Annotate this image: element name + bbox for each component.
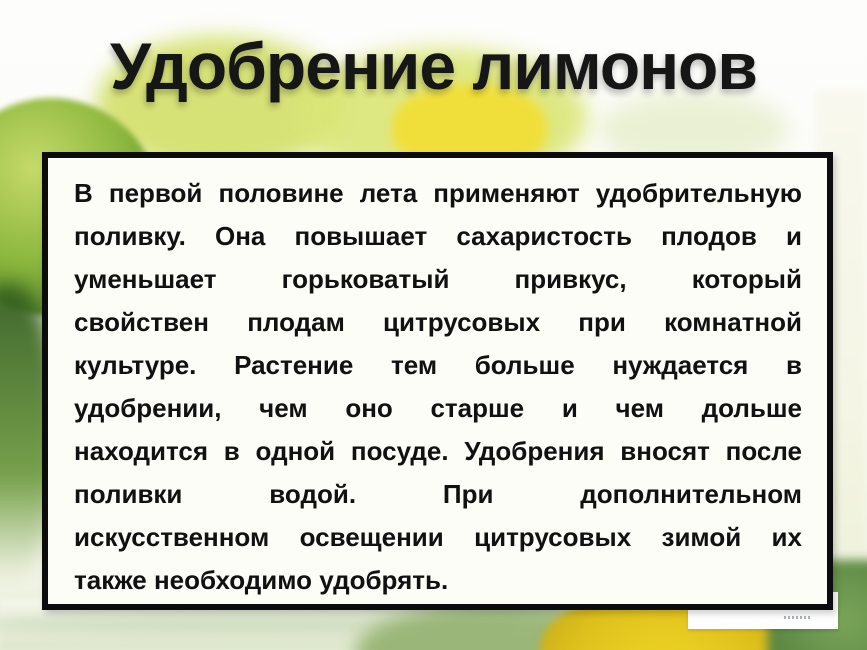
body-text-line: В первой половине лета применяют удобрительную: [74, 178, 802, 208]
body-textbox: [42, 152, 833, 610]
body-text-line: уменьшает горьковатый привкус, который: [74, 264, 802, 294]
body-text-line: удобрении, чем оно старше и чем дольше: [74, 393, 802, 423]
slide-title: Удобрение лимонов: [110, 29, 757, 103]
body-text-line: находится в одной посуде. Удобрения вносят после: [74, 436, 802, 466]
body-text-line: поливки водой. При дополнительном: [74, 479, 802, 509]
body-text-line: также необходимо удобрять.: [74, 565, 449, 595]
body-text-line: культуре. Растение тем больше нуждается в: [74, 350, 802, 380]
body-text-line: искусственном освещении цитрусовых зимой их: [74, 522, 802, 552]
body-text: [48, 158, 827, 602]
body-text-line: поливку. Она повышает сахаристость плодов и: [74, 221, 802, 251]
watermark-scribble-icon: [784, 616, 812, 619]
body-text-line: свойствен плодам цитрусовых при комнатной: [74, 307, 802, 337]
